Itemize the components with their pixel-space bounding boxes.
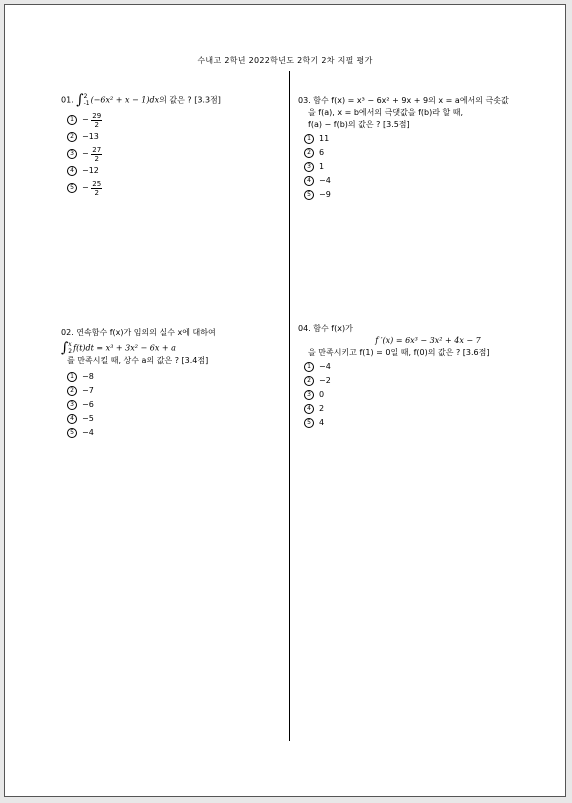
option-1[interactable]: 1 − $\frac{29}{2}$	[67, 111, 221, 129]
integral-limits	[84, 93, 90, 107]
question-3-options	[298, 133, 509, 201]
choice-circle-icon: 2	[67, 386, 77, 396]
question-3-number: 03.	[298, 96, 311, 105]
option-3[interactable]: 3 −6	[67, 399, 216, 411]
fraction: $\frac{25}{2}$	[92, 179, 102, 197]
question-4-line3: 을 만족시키고 f(1) = 0일 때, f(0)의 값은 ? [3.6점]	[308, 348, 490, 357]
integral-expression: f(t)dt = x³ + 3x² − 6x + a	[73, 343, 176, 353]
integral-sign-icon: ∫	[76, 92, 84, 108]
lower-limit: -1	[83, 100, 90, 107]
option-2[interactable]: 2 −13	[67, 131, 221, 143]
option-5[interactable]: 5 4	[304, 417, 548, 429]
upper-limit: x	[68, 341, 72, 348]
choice-circle-icon: 4	[304, 176, 314, 186]
choice-circle-icon: 2	[304, 148, 314, 158]
question-2-options	[61, 371, 216, 439]
choice-circle-icon: 3	[67, 400, 77, 410]
question-4-stem	[298, 323, 548, 335]
option-1[interactable]: 1 −8	[67, 371, 216, 383]
fraction: $\frac{29}{2}$	[92, 111, 102, 129]
choice-circle-icon: 3	[304, 162, 314, 172]
option-1[interactable]: 1 −4	[304, 361, 548, 373]
choice-circle-icon: 4	[304, 404, 314, 414]
choice-circle-icon: 1	[304, 134, 314, 144]
question-1-number: 01.	[61, 95, 74, 105]
lower-limit: 2	[68, 348, 73, 355]
choice-circle-icon: 3	[304, 390, 314, 400]
question-4-line1: 함수 f(x)가	[313, 324, 353, 333]
option-3[interactable]: 3 1	[304, 161, 509, 173]
option-2[interactable]: 2 6	[304, 147, 509, 159]
choice-circle-icon: 5	[67, 428, 77, 438]
option-3[interactable]: 3 − $\frac{27}{2}$	[67, 145, 221, 163]
option-1[interactable]: 1 11	[304, 133, 509, 145]
question-2	[61, 327, 216, 441]
choice-circle-icon: 4	[67, 414, 77, 424]
question-1-options	[61, 111, 221, 197]
option-2[interactable]: 2 −2	[304, 375, 548, 387]
upper-limit: 2	[83, 93, 88, 100]
choice-circle-icon: 3	[67, 149, 77, 159]
option-5[interactable]: 5 −9	[304, 189, 509, 201]
question-4-equation: f ′(x) = 6x³ − 3x² + 4x − 7	[375, 336, 481, 345]
option-2[interactable]: 2 −7	[67, 385, 216, 397]
question-4-options	[298, 361, 548, 429]
question-1-stem	[61, 93, 221, 107]
question-1-tail: 의 값은 ? [3.3점]	[159, 95, 221, 105]
choice-circle-icon: 2	[304, 376, 314, 386]
question-3-stem	[298, 95, 509, 107]
question-3-line1: 함수 f(x) = x³ − 6x² + 9x + 9의 x = a에서의 극솟값	[313, 96, 509, 105]
exam-page	[4, 4, 566, 797]
integral-limits	[68, 341, 72, 355]
choice-circle-icon: 5	[67, 183, 77, 193]
integrand: (−6x² + x − 1)dx	[90, 95, 160, 105]
question-3	[298, 95, 509, 203]
choice-circle-icon: 2	[67, 132, 77, 142]
question-2-line3: 를 만족시킬 때, 상수 a의 값은 ? [3.4점]	[67, 356, 209, 365]
fraction: $\frac{27}{2}$	[92, 145, 102, 163]
question-2-equation	[61, 341, 216, 355]
question-1	[61, 93, 221, 199]
choice-circle-icon: 1	[304, 362, 314, 372]
question-2-line1: 연속함수 f(x)가 임의의 실수 x에 대하여	[76, 328, 216, 337]
choice-circle-icon: 5	[304, 190, 314, 200]
question-3-line2: 을 f(a), x = b에서의 극댓값을 f(b)라 할 때,	[308, 108, 464, 117]
question-2-stem	[61, 327, 216, 339]
choice-circle-icon: 1	[67, 115, 77, 125]
question-2-number: 02.	[61, 328, 74, 337]
exam-title: 수내고 2학년 2022학년도 2학기 2차 지필 평가	[197, 56, 373, 65]
question-4-number: 04.	[298, 324, 311, 333]
question-3-line3: f(a) − f(b)의 값은 ? [3.5점]	[308, 120, 410, 129]
option-3[interactable]: 3 0	[304, 389, 548, 401]
question-4	[298, 323, 548, 431]
option-4[interactable]: 4 2	[304, 403, 548, 415]
choice-circle-icon: 1	[67, 372, 77, 382]
option-4[interactable]: 4 −5	[67, 413, 216, 425]
option-5[interactable]: 5 − $\frac{25}{2}$	[67, 179, 221, 197]
option-5[interactable]: 5 −4	[67, 427, 216, 439]
integral-sign-icon: ∫	[61, 340, 69, 356]
choice-circle-icon: 4	[67, 166, 77, 176]
choice-circle-icon: 5	[304, 418, 314, 428]
column-divider	[289, 71, 290, 741]
option-4[interactable]: 4 −12	[67, 165, 221, 177]
option-4[interactable]: 4 −4	[304, 175, 509, 187]
